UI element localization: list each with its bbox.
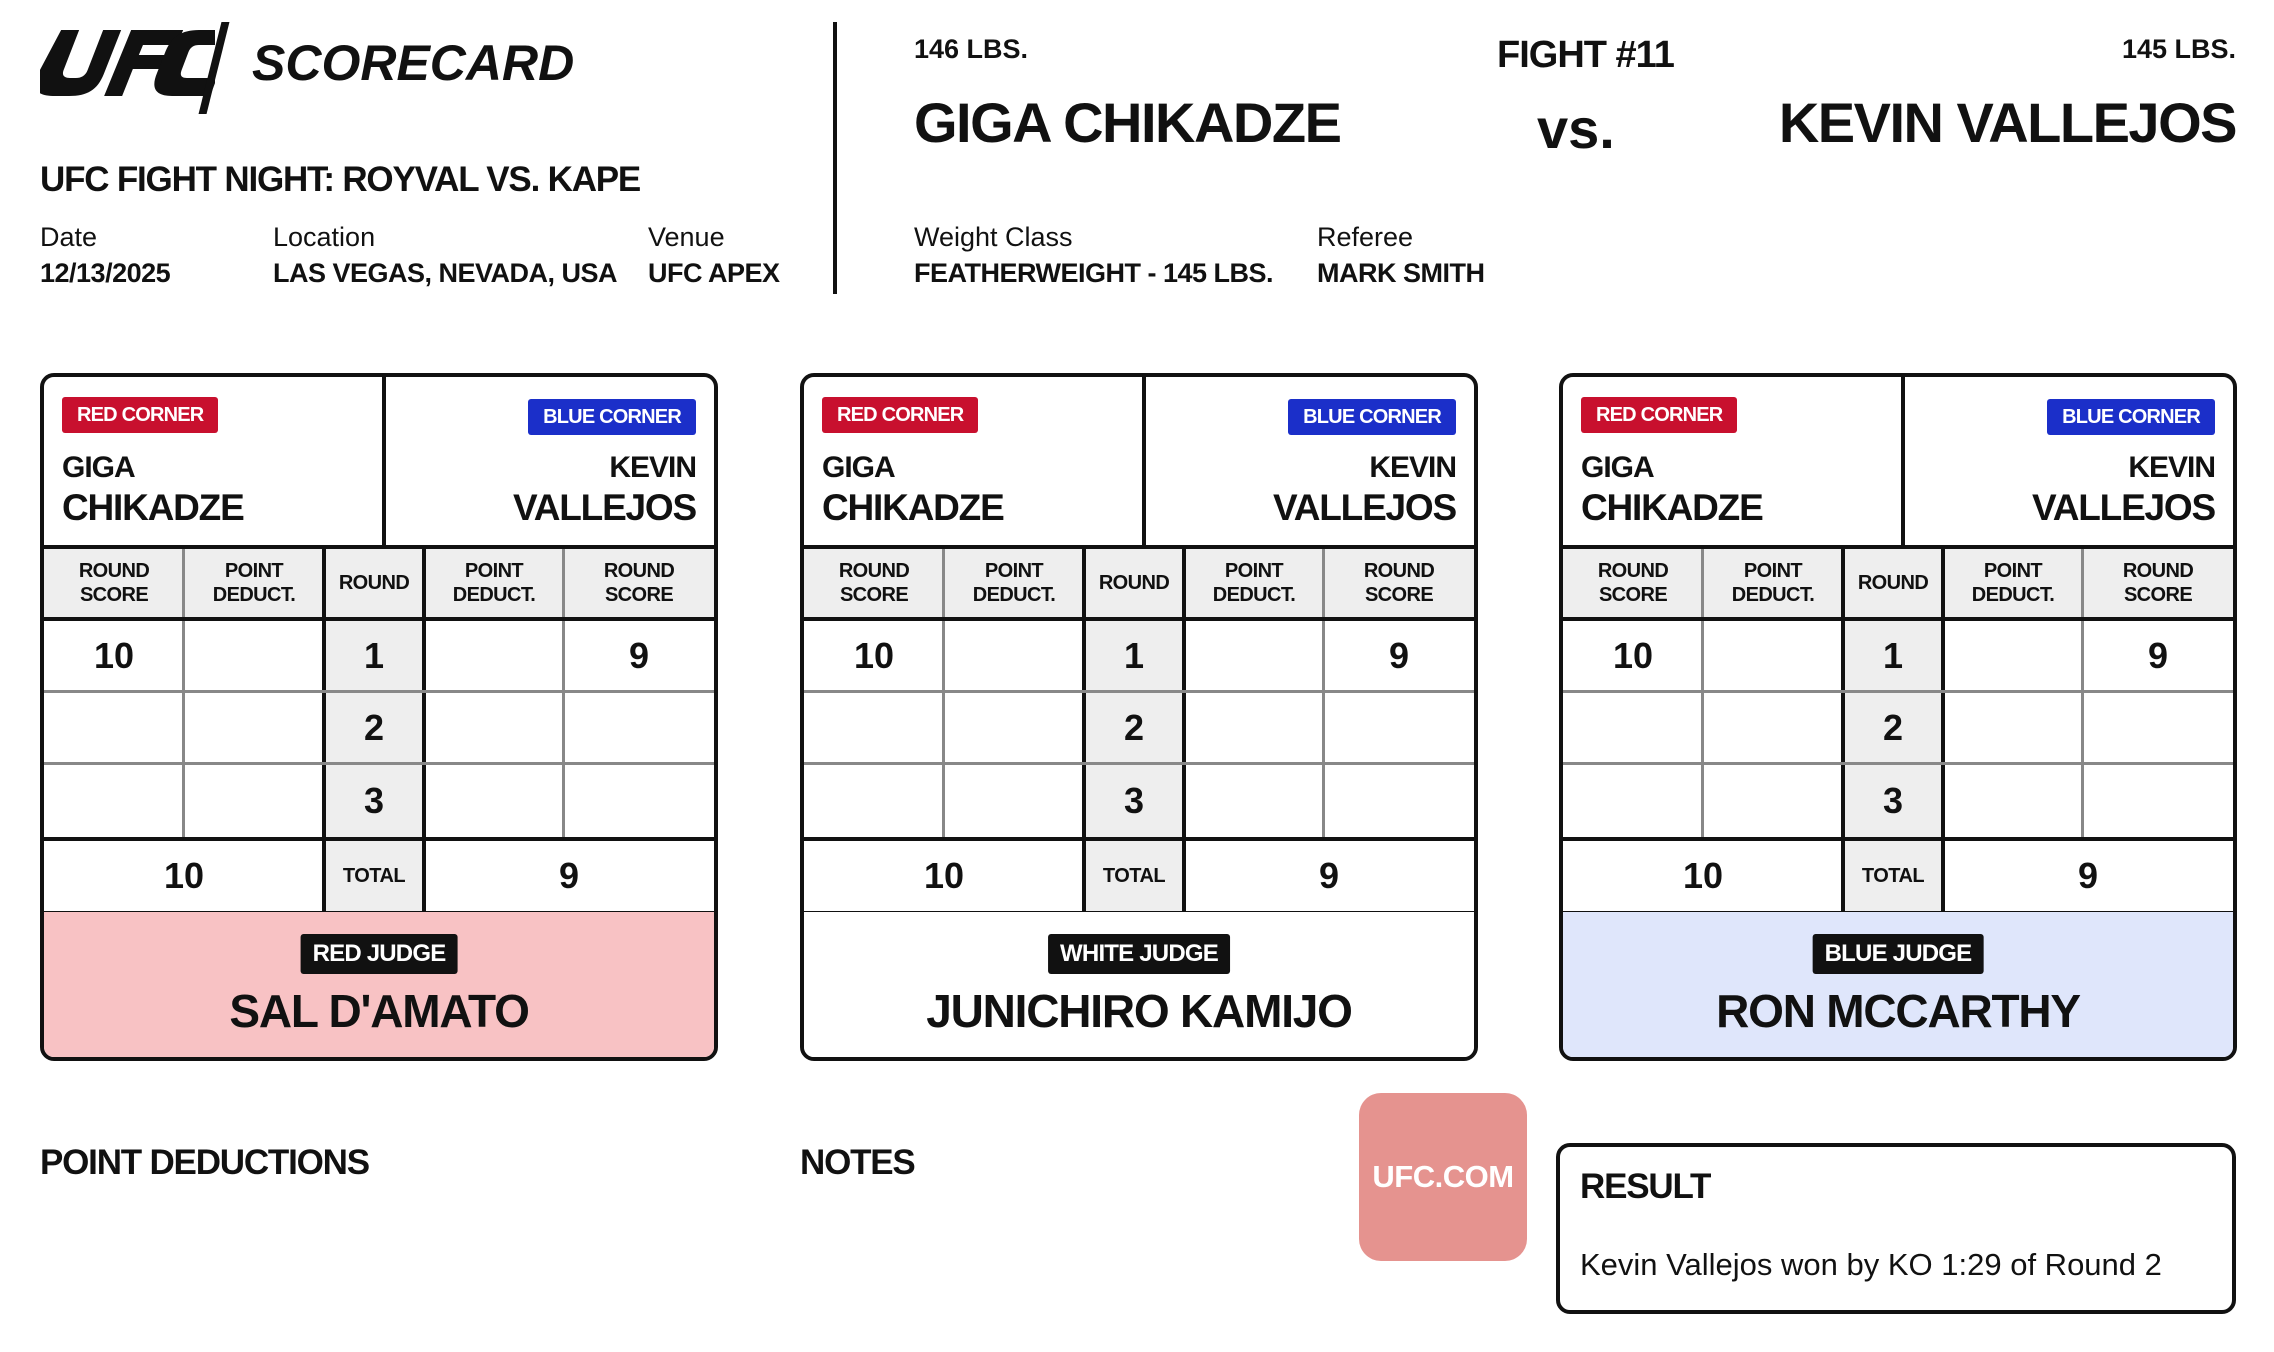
round-3-row bbox=[804, 765, 1474, 841]
blue-last-name: VALLEJOS bbox=[2032, 487, 2215, 528]
judge-scorecard-3 bbox=[1559, 373, 2237, 1061]
weight-class-label: Weight Class bbox=[914, 222, 1073, 252]
round-3-label: 3 bbox=[1843, 765, 1943, 837]
blue-round-1-score: 9 bbox=[628, 634, 650, 676]
blue-total-score: 9 bbox=[2077, 855, 2099, 896]
blue-first-name: KEVIN bbox=[1369, 451, 1456, 484]
red-round-score-header: ROUND SCORE bbox=[1597, 560, 1669, 606]
blue-last-name: VALLEJOS bbox=[1273, 487, 1456, 528]
total-label: TOTAL bbox=[324, 841, 424, 911]
red-point-deduct-header: POINT DEDUCT. bbox=[972, 560, 1056, 606]
red-corner-badge: RED CORNER bbox=[1581, 397, 1737, 433]
blue-total-score: 9 bbox=[1318, 855, 1340, 896]
judge-name: JUNICHIRO KAMIJO bbox=[926, 985, 1352, 1037]
referee-label: Referee bbox=[1317, 222, 1414, 252]
red-first-name: GIGA bbox=[1581, 451, 1654, 484]
ufc-logo bbox=[40, 26, 215, 100]
red-round-score-header: ROUND SCORE bbox=[838, 560, 910, 606]
red-point-deduct-header: POINT DEDUCT. bbox=[1731, 560, 1815, 606]
blue-weight: 145 LBS. bbox=[2121, 34, 2236, 64]
card-fighters bbox=[44, 377, 714, 549]
judge-role-badge: RED JUDGE bbox=[301, 934, 458, 974]
blue-first-name: KEVIN bbox=[609, 451, 696, 484]
judge-scorecard-2 bbox=[800, 373, 1478, 1061]
round-2-row bbox=[804, 693, 1474, 765]
total-row bbox=[804, 841, 1474, 915]
score-header-row bbox=[44, 549, 714, 621]
judge-role-badge: WHITE JUDGE bbox=[1048, 934, 1230, 974]
blue-round-score-header: ROUND SCORE bbox=[1363, 560, 1435, 606]
blue-round-1-score: 9 bbox=[2147, 634, 2169, 676]
date-label: Date bbox=[40, 222, 98, 252]
judge-name: SAL D'AMATO bbox=[229, 985, 529, 1037]
round-2-row bbox=[44, 693, 714, 765]
location-value: LAS VEGAS, NEVADA, USA bbox=[273, 258, 618, 288]
round-1-label: 1 bbox=[1843, 621, 1943, 690]
round-1-label: 1 bbox=[324, 621, 424, 690]
red-corner-badge: RED CORNER bbox=[62, 397, 218, 433]
ufc-com-logo[interactable]: UFC.COM bbox=[1359, 1093, 1527, 1261]
blue-corner-badge: BLUE CORNER bbox=[528, 399, 696, 435]
round-2-row bbox=[1563, 693, 2233, 765]
round-3-label: 3 bbox=[324, 765, 424, 837]
red-total-score: 10 bbox=[1682, 855, 1724, 896]
notes-title: NOTES bbox=[800, 1143, 915, 1182]
total-row bbox=[1563, 841, 2233, 915]
fight-number: FIGHT #11 bbox=[1497, 34, 1674, 76]
red-last-name: CHIKADZE bbox=[62, 487, 244, 528]
round-1-row bbox=[804, 621, 1474, 693]
red-round-1-score: 10 bbox=[1612, 634, 1654, 676]
round-3-row bbox=[44, 765, 714, 841]
header-divider bbox=[833, 22, 837, 294]
score-header-row bbox=[1563, 549, 2233, 621]
location-label: Location bbox=[273, 222, 376, 252]
round-1-label: 1 bbox=[1084, 621, 1184, 690]
blue-corner-badge: BLUE CORNER bbox=[1288, 399, 1456, 435]
total-row bbox=[44, 841, 714, 915]
round-3-label: 3 bbox=[1084, 765, 1184, 837]
blue-round-score-header: ROUND SCORE bbox=[2122, 560, 2194, 606]
red-last-name: CHIKADZE bbox=[822, 487, 1004, 528]
result-title: RESULT bbox=[1580, 1167, 1711, 1206]
card-fighters bbox=[1563, 377, 2233, 549]
judge-section bbox=[804, 912, 1474, 1057]
scorecard-label: SCORECARD bbox=[252, 35, 575, 91]
red-round-1-score: 10 bbox=[853, 634, 895, 676]
blue-corner-badge: BLUE CORNER bbox=[2047, 399, 2215, 435]
corner-divider bbox=[382, 377, 386, 545]
red-corner-badge: RED CORNER bbox=[822, 397, 978, 433]
venue-label: Venue bbox=[648, 222, 725, 252]
blue-last-name: VALLEJOS bbox=[513, 487, 696, 528]
blue-round-1-score: 9 bbox=[1388, 634, 1410, 676]
blue-round-score-header: ROUND SCORE bbox=[603, 560, 675, 606]
referee-value: MARK SMITH bbox=[1317, 258, 1485, 288]
blue-point-deduct-header: POINT DEDUCT. bbox=[452, 560, 536, 606]
round-2-label: 2 bbox=[324, 693, 424, 762]
blue-first-name: KEVIN bbox=[2128, 451, 2215, 484]
round-header: ROUND bbox=[1857, 572, 1929, 594]
red-first-name: GIGA bbox=[822, 451, 895, 484]
venue-value: UFC APEX bbox=[648, 258, 780, 288]
round-2-label: 2 bbox=[1843, 693, 1943, 762]
red-round-score-header: ROUND SCORE bbox=[78, 560, 150, 606]
blue-fighter-name: KEVIN VALLEJOS bbox=[1778, 91, 2236, 154]
judge-scorecard-1 bbox=[40, 373, 718, 1061]
round-1-row bbox=[1563, 621, 2233, 693]
result-text: Kevin Vallejos won by KO 1:29 of Round 2 bbox=[1580, 1247, 2162, 1282]
red-first-name: GIGA bbox=[62, 451, 135, 484]
round-1-row bbox=[44, 621, 714, 693]
judge-section bbox=[44, 912, 714, 1057]
result-box bbox=[1556, 1143, 2236, 1314]
weight-class-value: FEATHERWEIGHT - 145 LBS. bbox=[914, 258, 1274, 288]
point-deductions-title: POINT DEDUCTIONS bbox=[40, 1143, 369, 1182]
blue-point-deduct-header: POINT DEDUCT. bbox=[1971, 560, 2055, 606]
red-point-deduct-header: POINT DEDUCT. bbox=[212, 560, 296, 606]
date-value: 12/13/2025 bbox=[40, 258, 171, 288]
red-fighter-name: GIGA CHIKADZE bbox=[914, 91, 1341, 154]
round-header: ROUND bbox=[338, 572, 410, 594]
score-header-row bbox=[804, 549, 1474, 621]
corner-divider bbox=[1142, 377, 1146, 545]
judge-name: RON MCCARTHY bbox=[1716, 985, 2080, 1037]
red-total-score: 10 bbox=[163, 855, 205, 896]
blue-point-deduct-header: POINT DEDUCT. bbox=[1212, 560, 1296, 606]
vs-label: vs. bbox=[1537, 97, 1615, 160]
round-3-row bbox=[1563, 765, 2233, 841]
round-header: ROUND bbox=[1098, 572, 1170, 594]
judge-section bbox=[1563, 912, 2233, 1057]
red-round-1-score: 10 bbox=[93, 634, 135, 676]
card-fighters bbox=[804, 377, 1474, 549]
total-label: TOTAL bbox=[1843, 841, 1943, 911]
red-last-name: CHIKADZE bbox=[1581, 487, 1763, 528]
total-label: TOTAL bbox=[1084, 841, 1184, 911]
red-total-score: 10 bbox=[923, 855, 965, 896]
round-2-label: 2 bbox=[1084, 693, 1184, 762]
red-weight: 146 LBS. bbox=[914, 34, 1029, 64]
event-title: UFC FIGHT NIGHT: ROYVAL VS. KAPE bbox=[40, 160, 641, 199]
corner-divider bbox=[1901, 377, 1905, 545]
judge-role-badge: BLUE JUDGE bbox=[1813, 934, 1984, 974]
blue-total-score: 9 bbox=[558, 855, 580, 896]
